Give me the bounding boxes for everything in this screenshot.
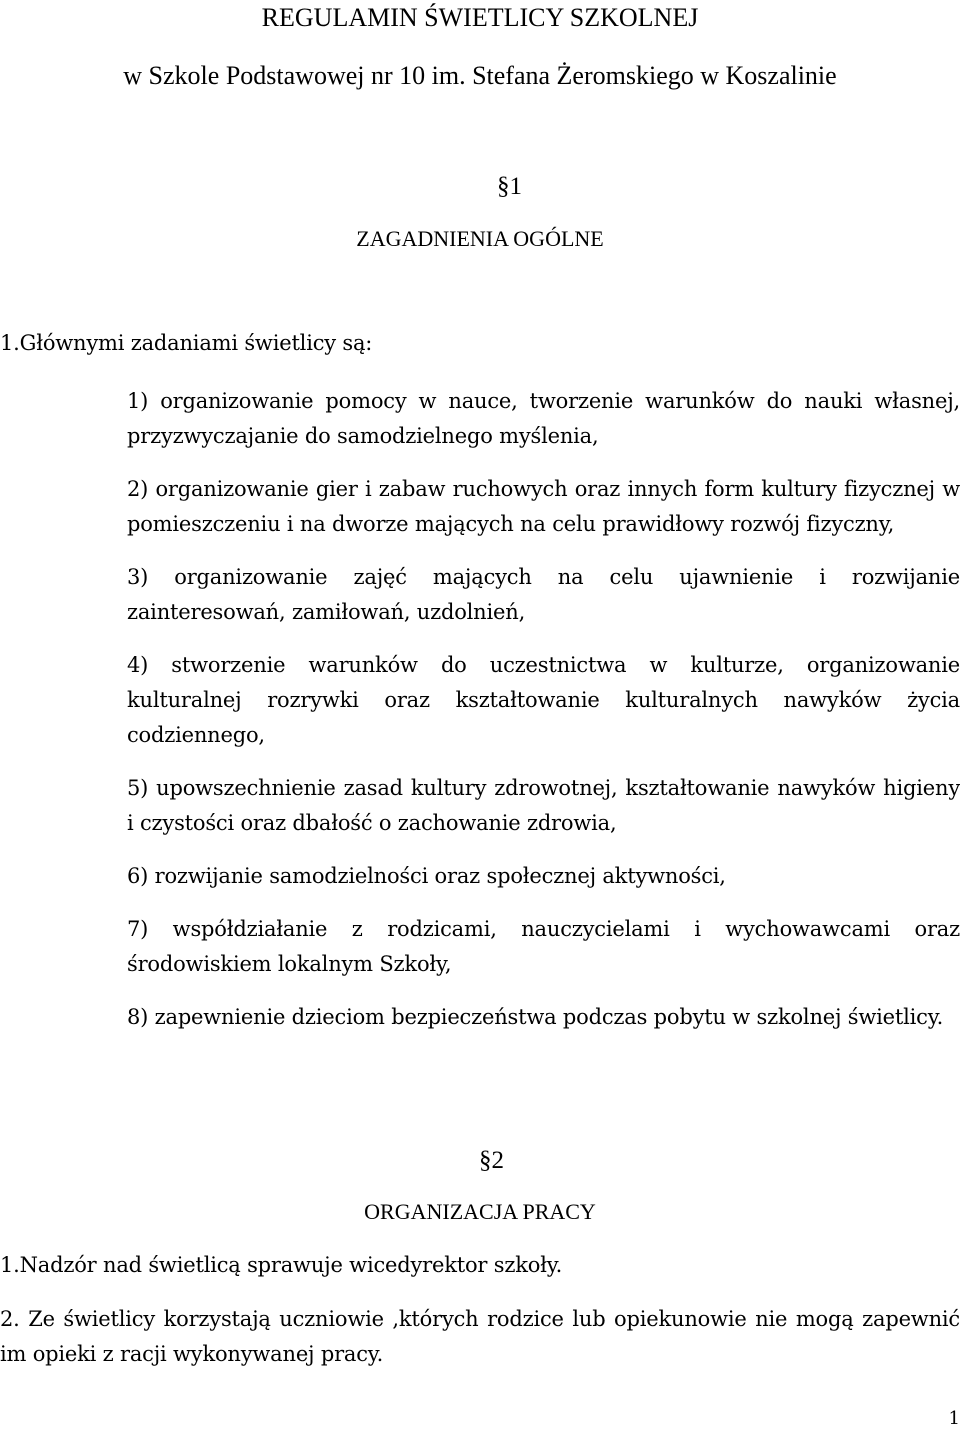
document-subtitle: w Szkole Podstawowej nr 10 im. Stefana Żeromskiego w Koszalinie <box>123 61 837 90</box>
section-2-number: §2 <box>479 1147 504 1174</box>
list-item: 3) organizowanie zajęć mających na celu ujawnienie i rozwijanie zainteresowań, zamiłowań, uzdolnień, <box>127 565 960 624</box>
section-2-paragraph-1: 1.Nadzór nad świetlicą sprawuje wicedyrektor szkoły. <box>0 1253 563 1277</box>
section-2-heading: ORGANIZACJA PRACY <box>364 1199 596 1224</box>
document-title: REGULAMIN ŚWIETLICY SZKOLNEJ <box>261 3 699 32</box>
section-1-number: §1 <box>497 173 522 200</box>
list-item: 6) rozwijanie samodzielności oraz społecznej aktywności, <box>127 864 726 888</box>
list-item: 4) stworzenie warunków do uczestnictwa w kulturze, organizowanie kulturalnej rozrywki oraz kształtowanie kulturalnych nawyków życia codziennego, <box>127 653 960 747</box>
page-number: 1 <box>948 1408 960 1429</box>
section-1-heading: ZAGADNIENIA OGÓLNE <box>356 226 604 251</box>
section-2-paragraph-2: 2. Ze świetlicy korzystają uczniowie ,których rodzice lub opiekunowie nie mogą zapewnić im opieki z racji wykonywanej pracy. <box>0 1307 960 1366</box>
list-item: 1) organizowanie pomocy w nauce, tworzenie warunków do nauki własnej, przyzwyczajanie do samodzielnego myślenia, <box>127 389 960 448</box>
list-item: 2) organizowanie gier i zabaw ruchowych oraz innych form kultury fizycznej w pomieszczeniu i na dworze mających na celu prawidłowy rozwój fizyczny, <box>127 477 960 536</box>
list-item: 8) zapewnienie dzieciom bezpieczeństwa podczas pobytu w szkolnej świetlicy. <box>127 1005 944 1029</box>
list-item: 7) współdziałanie z rodzicami, nauczycielami i wychowawcami oraz środowiskiem lokalnym Szkoły, <box>127 917 960 976</box>
section-1-intro: 1.Głównymi zadaniami świetlicy są: <box>0 331 373 355</box>
list-item: 5) upowszechnienie zasad kultury zdrowotnej, kształtowanie nawyków higieny i czystości oraz dbałość o zachowanie zdrowia, <box>127 776 960 835</box>
